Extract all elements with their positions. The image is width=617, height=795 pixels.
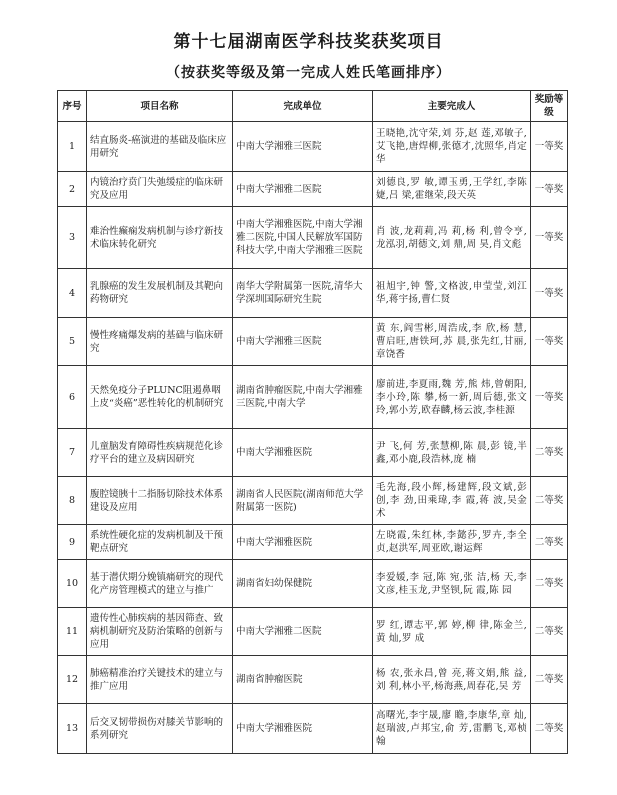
cell-unit: 湖南省肿瘤医院 [233, 656, 373, 704]
cell-project: 腹腔镜胰十二指肠切除技术体系建设及应用 [87, 477, 233, 525]
table-row [58, 477, 568, 525]
header-unit: 完成单位 [233, 91, 373, 122]
header-award: 奖励等级 [531, 91, 568, 122]
document-title: 第十七届湖南医学科技奖获奖项目 [173, 32, 444, 52]
cell-unit: 中南大学湘雅二医院 [233, 608, 373, 656]
cell-project: 遗传性心肺疾病的基因筛查、致病机制研究及防治策略的创新与应用 [87, 608, 233, 656]
cell-unit: 中南大学湘雅三医院 [233, 122, 373, 172]
cell-award: 二等奖 [531, 477, 568, 525]
cell-project: 儿童脑发育障碍性疾病规范化诊疗平台的建立及病因研究 [87, 429, 233, 477]
cell-no: 13 [58, 704, 87, 754]
cell-unit: 湖南省肿瘤医院,中南大学湘雅三医院,中南大学 [233, 366, 373, 429]
cell-project: 难治性癫痫发病机制与诊疗新技术临床转化研究 [87, 207, 233, 269]
cell-unit: 南华大学附属第一医院,清华大学深圳国际研究生院 [233, 269, 373, 318]
cell-no: 11 [58, 608, 87, 656]
cell-project: 结直肠炎-癌演进的基础及临床应用研究 [87, 122, 233, 172]
cell-members: 祖旭宇,钟 警,文格波,申莹莹,刘江华,蒋宇扬,曹仁贤 [373, 269, 531, 318]
table-row [58, 608, 568, 656]
cell-project: 系统性硬化症的发病机制及干预靶点研究 [87, 525, 233, 560]
table-row [58, 318, 568, 366]
cell-members: 左晓霞,朱红林,李懿莎,罗卉,李全贞,赵洪军,周亚欧,谢运辉 [373, 525, 531, 560]
cell-award: 一等奖 [531, 269, 568, 318]
header-no: 序号 [58, 91, 87, 122]
table-row [58, 366, 568, 429]
cell-unit: 中南大学湘雅医院 [233, 704, 373, 754]
table-row [58, 207, 568, 269]
cell-unit: 中南大学湘雅二医院 [233, 172, 373, 207]
cell-project: 内镜治疗贲门失弛缓症的临床研究及应用 [87, 172, 233, 207]
cell-members: 李爱媛,李 冠,陈 宛,张 洁,杨 天,李文彦,桂玉龙,尹坚钡,阮 霞,陈 园 [373, 560, 531, 608]
cell-unit: 湖南省妇幼保健院 [233, 560, 373, 608]
cell-award: 二等奖 [531, 656, 568, 704]
cell-project: 天然免疫分子PLUNC阻遏鼻咽上皮“炎癌”恶性转化的机制研究 [87, 366, 233, 429]
cell-award: 一等奖 [531, 366, 568, 429]
cell-members: 尹 飞,何 芳,张慧柳,陈 晨,彭 镜,半 鑫,邓小鹿,段浩林,庞 楠 [373, 429, 531, 477]
cell-project: 肺癌精准治疗关键技术的建立与推广应用 [87, 656, 233, 704]
table-row [58, 525, 568, 560]
cell-project: 乳腺癌的发生发展机制及其靶向药物研究 [87, 269, 233, 318]
header-project: 项目名称 [87, 91, 233, 122]
cell-award: 一等奖 [531, 207, 568, 269]
table-row [58, 656, 568, 704]
table-row [58, 560, 568, 608]
cell-no: 6 [58, 366, 87, 429]
table-body [58, 122, 568, 754]
cell-award: 二等奖 [531, 608, 568, 656]
cell-no: 10 [58, 560, 87, 608]
cell-award: 二等奖 [531, 525, 568, 560]
cell-award: 一等奖 [531, 122, 568, 172]
cell-project: 后交叉韧带损伤对膝关节影响的系列研究 [87, 704, 233, 754]
table-row [58, 704, 568, 754]
cell-members: 王晓艳,沈守荣,刘 芬,赵 莲,邓敏子,艾飞艳,唐焊柳,张德才,沈照华,肖定华 [373, 122, 531, 172]
cell-unit: 湖南省人民医院(湖南师范大学附属第一医院) [233, 477, 373, 525]
cell-project: 慢性疼痛爆发病的基础与临床研究 [87, 318, 233, 366]
cell-members: 高曙光,李宇晟,廖 瞻,李康华,章 灿,赵瑞波,卢邦宝,俞 芳,雷鹏飞,邓桢翰 [373, 704, 531, 754]
cell-no: 7 [58, 429, 87, 477]
cell-members: 刘德良,罗 敏,谭玉勇,王学红,李陈婕,吕 梁,霍继荣,段天英 [373, 172, 531, 207]
cell-no: 4 [58, 269, 87, 318]
cell-no: 5 [58, 318, 87, 366]
document-subtitle: （按获奖等级及第一完成人姓氏笔画排序） [166, 65, 451, 81]
cell-unit: 中南大学湘雅三医院 [233, 318, 373, 366]
header-members: 主要完成人 [373, 91, 531, 122]
cell-unit: 中南大学湘雅医院 [233, 429, 373, 477]
cell-award: 二等奖 [531, 560, 568, 608]
table-row [58, 172, 568, 207]
cell-no: 2 [58, 172, 87, 207]
cell-project: 基于潜伏期分娩镇痛研究的现代化产房管理模式的建立与推广 [87, 560, 233, 608]
table-row [58, 269, 568, 318]
cell-no: 9 [58, 525, 87, 560]
cell-award: 二等奖 [531, 429, 568, 477]
cell-no: 1 [58, 122, 87, 172]
cell-no: 12 [58, 656, 87, 704]
cell-members: 毛先海,段小辉,杨建辉,段文斌,彭 创,李 劲,田乘瑋,李 霞,蒋 波,吴金术 [373, 477, 531, 525]
table-row [58, 429, 568, 477]
cell-no: 8 [58, 477, 87, 525]
cell-no: 3 [58, 207, 87, 269]
cell-members: 杨 农,张永昌,曾 亮,蒋文娟,熊 益,刘 利,林小平,杨海燕,周春花,吴 芳 [373, 656, 531, 704]
award-table [57, 90, 568, 754]
table-row [58, 122, 568, 172]
cell-members: 廖前进,李夏雨,魏 芳,熊 炜,曾朝阳,李小玲,陈 攀,杨一新,周后德,张文玲,郭小芳,欧春麟,杨云波,李桂源 [373, 366, 531, 429]
cell-award: 一等奖 [531, 318, 568, 366]
cell-unit: 中南大学湘雅医院,中南大学湘雅二医院,中国人民解放军国防科技大学,中南大学湘雅三医院 [233, 207, 373, 269]
table-header-row [58, 91, 568, 122]
cell-unit: 中南大学湘雅医院 [233, 525, 373, 560]
cell-award: 一等奖 [531, 172, 568, 207]
cell-award: 二等奖 [531, 704, 568, 754]
cell-members: 罗 红,谭志平,郭 婷,柳 律,陈金兰,黄 灿,罗 成 [373, 608, 531, 656]
cell-members: 黄 东,阎雪彬,周浩成,李 欣,杨 慧,曹启旺,唐铁珂,苏 晨,张先红,甘丽,章饶香 [373, 318, 531, 366]
cell-members: 肖 波,龙莉莉,冯 莉,杨 利,曾令亨,龙泓羽,胡德文,刘 鼎,周 昊,肖文彪 [373, 207, 531, 269]
